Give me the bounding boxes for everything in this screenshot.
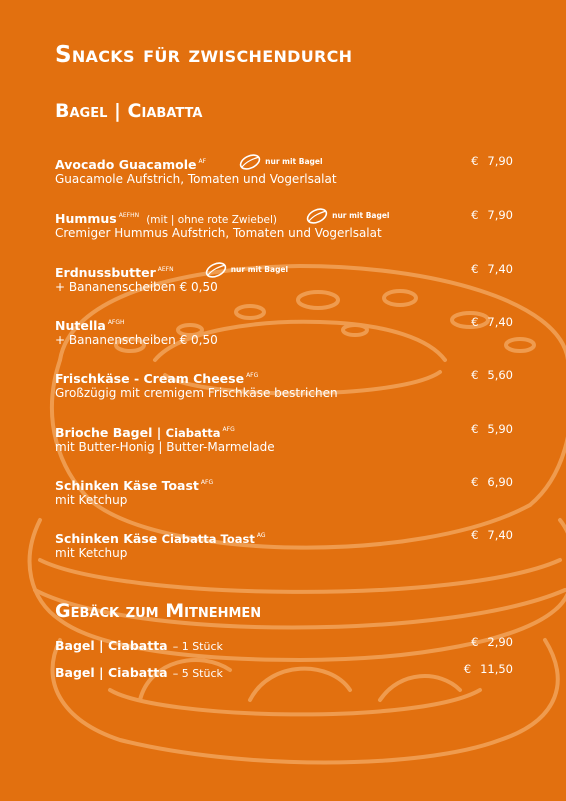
item-quantity: – 1 Stück bbox=[172, 640, 223, 653]
item-price: € 7,90 bbox=[471, 208, 513, 222]
item-price: € 7,40 bbox=[471, 262, 513, 276]
item-name: Schinken Käse Toast bbox=[55, 478, 199, 493]
item-name: Bagel | Ciabatta bbox=[55, 665, 168, 680]
item-name: Nutella bbox=[55, 318, 106, 333]
item-description: Guacamole Aufstrich, Tomaten und Vogerlsalat bbox=[55, 172, 337, 186]
takeaway-item bbox=[55, 662, 515, 679]
item-description: mit Ketchup bbox=[55, 546, 128, 560]
item-name: Avocado Guacamole bbox=[55, 157, 197, 172]
item-name: Bagel | Ciabatta bbox=[55, 638, 168, 653]
bagel-only-badge bbox=[237, 152, 322, 172]
allergen-codes: AEFN bbox=[157, 265, 174, 273]
item-price: € 7,90 bbox=[471, 154, 513, 168]
bagel-leaf-icon bbox=[304, 206, 330, 226]
item-price: € 7,40 bbox=[471, 315, 513, 329]
item-name: Schinken Käse Ciabatta Toast bbox=[55, 531, 255, 546]
item-description: mit Butter-Honig | Butter-Marmelade bbox=[55, 440, 275, 454]
menu-item bbox=[55, 208, 515, 240]
section-title-bagel: Bagel | Ciabatta bbox=[55, 100, 203, 122]
item-price: € 5,90 bbox=[471, 422, 513, 436]
menu-item bbox=[55, 368, 515, 400]
badge-label: nur mit Bagel bbox=[230, 265, 289, 274]
allergen-codes: AEFHN bbox=[118, 211, 140, 219]
item-description: Cremiger Hummus Aufstrich, Tomaten und Vogerlsalat bbox=[55, 226, 382, 240]
menu-item bbox=[55, 475, 515, 507]
page-title: Snacks für zwischendurch bbox=[55, 42, 353, 68]
item-price: € 5,60 bbox=[471, 368, 513, 382]
item-price: € 2,90 bbox=[471, 635, 513, 649]
menu-item bbox=[55, 154, 515, 186]
item-description: + Bananenscheiben € 0,50 bbox=[55, 333, 218, 347]
item-note: (mit | ohne rote Zwiebel) bbox=[146, 214, 278, 226]
item-name: Frischkäse - Cream Cheese bbox=[55, 371, 245, 386]
item-description: + Bananenscheiben € 0,50 bbox=[55, 280, 218, 294]
item-description: mit Ketchup bbox=[55, 493, 128, 507]
allergen-codes: AFG bbox=[222, 425, 235, 433]
item-name: Hummus bbox=[55, 211, 117, 226]
bagel-leaf-icon bbox=[237, 152, 263, 172]
menu-item bbox=[55, 315, 515, 347]
menu-item bbox=[55, 528, 515, 560]
item-name: Erdnussbutter bbox=[55, 265, 156, 280]
section-title-gebaeck: Gebäck zum Mitnehmen bbox=[55, 600, 262, 622]
menu-item bbox=[55, 262, 515, 294]
allergen-codes: AG bbox=[256, 531, 266, 539]
badge-label: nur mit Bagel bbox=[332, 211, 390, 220]
allergen-codes: AFGH bbox=[107, 318, 125, 326]
item-price: € 11,50 bbox=[463, 662, 513, 676]
menu-item bbox=[55, 422, 515, 454]
allergen-codes: AF bbox=[198, 157, 207, 165]
bagel-leaf-icon bbox=[203, 260, 229, 280]
allergen-codes: AFG bbox=[246, 371, 259, 379]
item-price: € 6,90 bbox=[471, 475, 513, 489]
bagel-only-badge bbox=[203, 260, 288, 280]
allergen-codes: AFG bbox=[200, 478, 214, 486]
bagel-only-badge bbox=[304, 206, 389, 226]
item-quantity: – 5 Stück bbox=[172, 667, 223, 680]
takeaway-item bbox=[55, 635, 515, 652]
item-name: Brioche Bagel | Ciabatta bbox=[55, 425, 221, 440]
badge-label: nur mit Bagel bbox=[265, 157, 323, 166]
item-description: Großzügig mit cremigem Frischkäse bestrichen bbox=[55, 386, 338, 400]
item-price: € 7,40 bbox=[471, 528, 513, 542]
